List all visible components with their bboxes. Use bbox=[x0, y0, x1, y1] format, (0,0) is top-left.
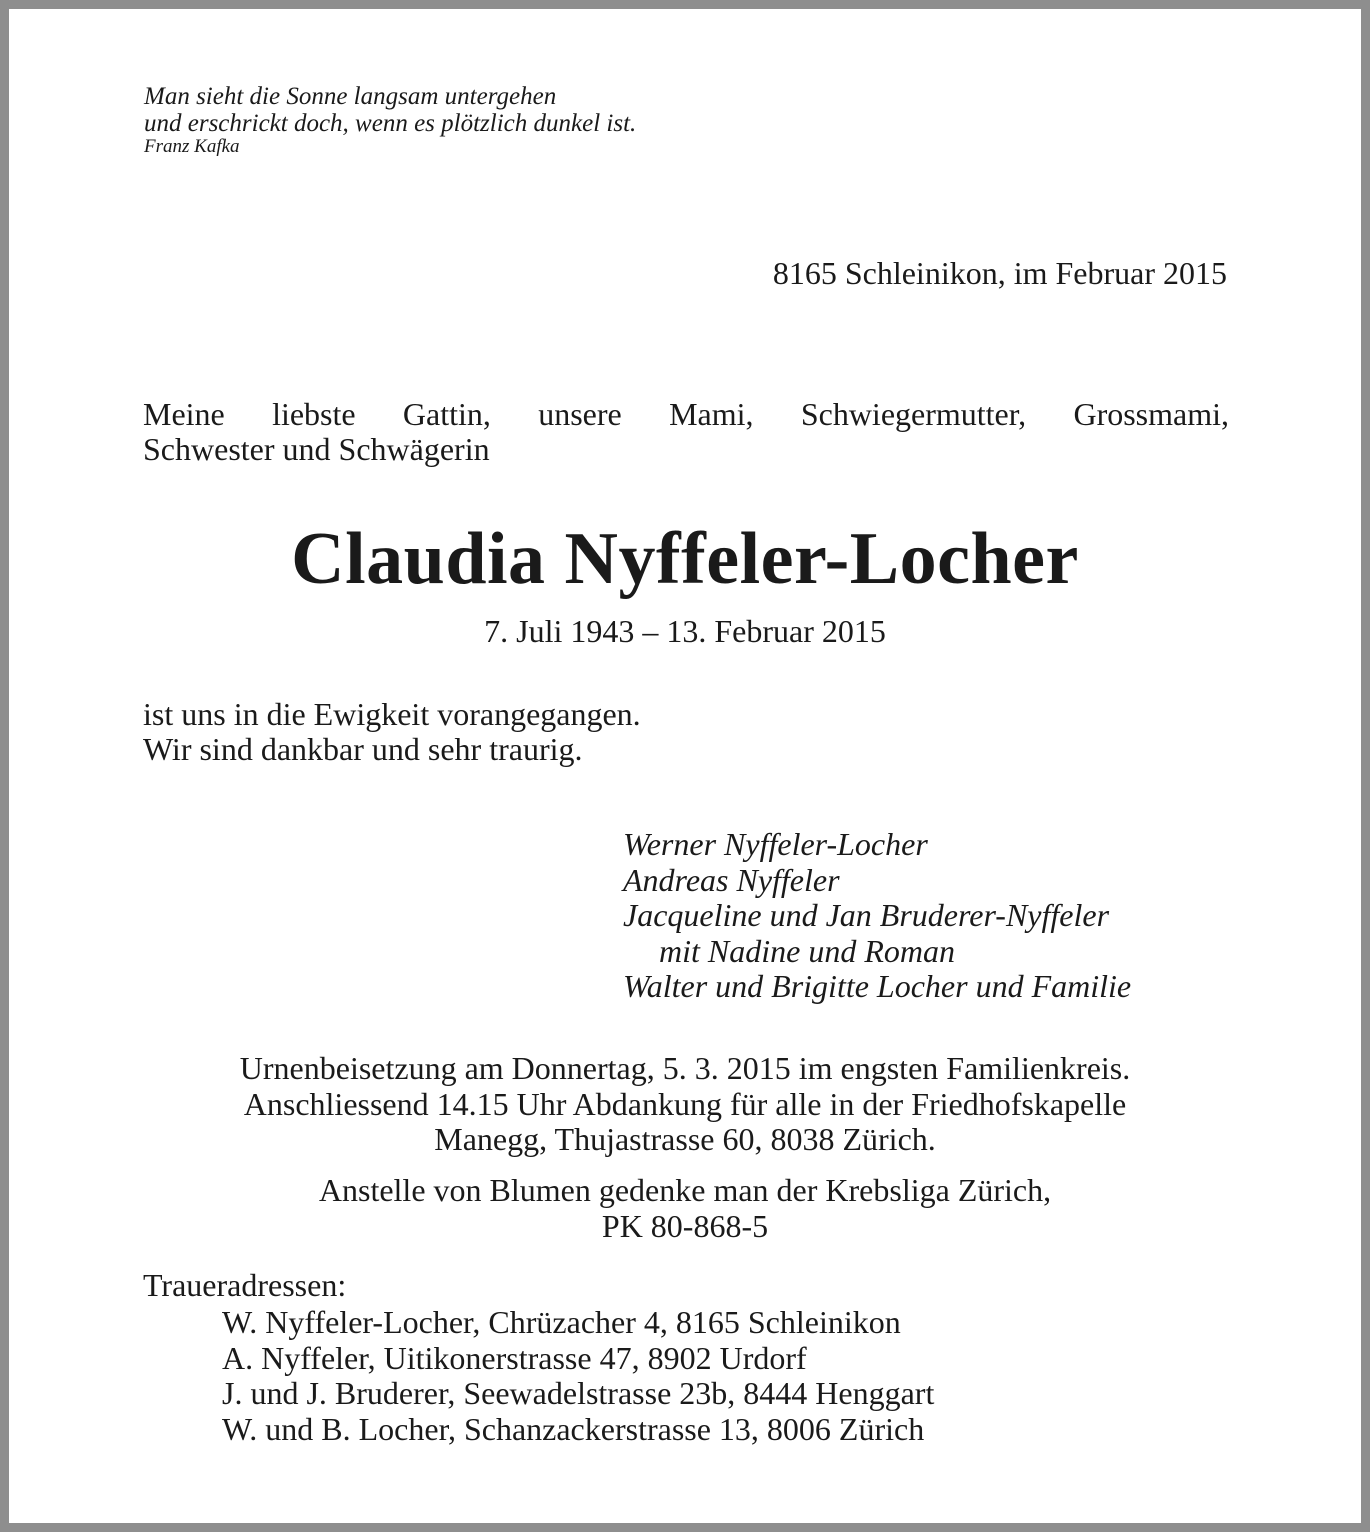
quote-line: Man sieht die Sonne langsam untergehen bbox=[144, 83, 557, 110]
quote-author: Franz Kafka bbox=[144, 136, 240, 157]
mourner-name: Andreas Nyffeler bbox=[623, 861, 840, 898]
ceremony-line: Manegg, Thujastrasse 60, 8038 Zürich. bbox=[434, 1121, 936, 1157]
addresses-list bbox=[222, 1305, 934, 1447]
mourner-name: mit Nadine und Roman bbox=[659, 932, 955, 969]
mourner-name: Walter und Brigitte Locher und Familie bbox=[623, 968, 1132, 1004]
ceremony-line: Urnenbeisetzung am Donnertag, 5. 3. 2015 im engsten Familienkreis. bbox=[239, 1050, 1131, 1086]
place-and-date: 8165 Schleinikon, im Februar 2015 bbox=[772, 255, 1227, 291]
mourner-name: Werner Nyffeler-Locher bbox=[623, 826, 928, 862]
intro-line: Meine liebste Gattin, unsere Mami, Schwiegermutter, Grossmami, bbox=[143, 396, 1229, 432]
addresses-heading: Traueradressen: bbox=[143, 1267, 347, 1303]
ceremony-line: Anschliessend 14.15 Uhr Abdankung für alle in der Friedhofskapelle bbox=[243, 1085, 1127, 1122]
obituary-notice bbox=[9, 9, 1361, 1523]
address-line: J. und J. Bruderer, Seewadelstrasse 23b, 8444 Henggart bbox=[222, 1375, 935, 1411]
message-line: ist uns in die Ewigkeit vorangegangen. bbox=[143, 696, 641, 732]
address-line: W. und B. Locher, Schanzackerstrasse 13, 8006 Zürich bbox=[222, 1410, 925, 1447]
message-line: Wir sind dankbar und sehr traurig. bbox=[143, 731, 583, 767]
mourners-list bbox=[623, 827, 1131, 1005]
kafka-quote bbox=[144, 83, 636, 137]
intro-text bbox=[143, 397, 1229, 467]
mourner-name: Jacqueline und Jan Bruderer-Nyffeler bbox=[623, 897, 1110, 933]
donation-line: Anstelle von Blumen gedenke man der Krebsliga Zürich, bbox=[318, 1172, 1052, 1208]
quote-line: und erschrickt doch, wenn es plötzlich dunkel ist. bbox=[144, 110, 637, 137]
intro-line: Schwester und Schwägerin bbox=[143, 431, 490, 467]
donation-line: PK 80-868-5 bbox=[601, 1207, 769, 1244]
message-text bbox=[143, 697, 641, 767]
ceremony-info bbox=[9, 1051, 1361, 1158]
address-line: A. Nyffeler, Uitikonerstrasse 47, 8902 Urdorf bbox=[222, 1339, 807, 1376]
life-dates: 7. Juli 1943 – 13. Februar 2015 bbox=[484, 613, 886, 649]
address-line: W. Nyffeler-Locher, Chrüzacher 4, 8165 Schleinikon bbox=[222, 1304, 901, 1340]
deceased-name: Claudia Nyffeler-Locher bbox=[291, 518, 1079, 600]
donation-info bbox=[9, 1173, 1361, 1244]
